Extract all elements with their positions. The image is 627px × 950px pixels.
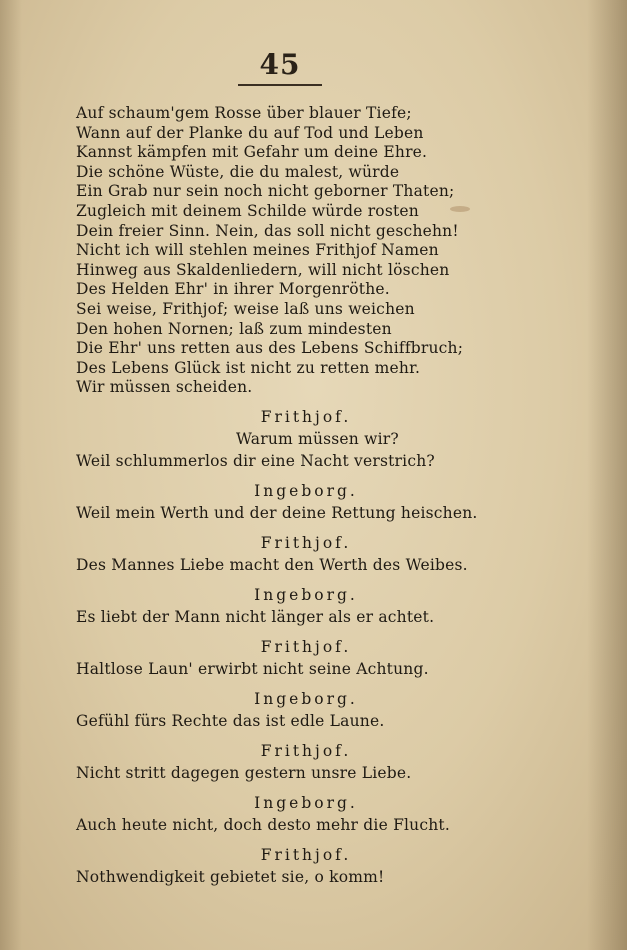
speaker-name: Frithjof. (260, 407, 352, 426)
verse-line: Wir müssen scheiden. (76, 378, 253, 397)
verse-line: Auf schaum'gem Rosse über blauer Tiefe; (76, 104, 412, 122)
dialogue-line: Es liebt der Mann nicht länger als er achtet. (76, 607, 435, 626)
verse-line: Ein Grab nur sein noch nicht geborner Thaten; (76, 182, 455, 201)
dialogue-line: Haltlose Laun' erwirbt nicht seine Achtung. (76, 659, 429, 678)
header-rule (238, 84, 322, 86)
verse-line: Sei weise, Frithjof; weise laß uns weichen (76, 299, 415, 318)
dialogue-line: Des Mannes Liebe macht den Werth des Weibes. (76, 555, 468, 574)
dialogue-line: Warum müssen wir? (236, 429, 399, 448)
verse-line: Dein freier Sinn. Nein, das soll nicht geschehn! (76, 221, 459, 240)
page-shadow-left (0, 0, 22, 950)
verse-line: Die Ehr' uns retten aus des Lebens Schiffbruch; (76, 339, 464, 358)
verse-line: Hinweg aus Skaldenliedern, will nicht löschen (76, 260, 450, 279)
page-text (76, 104, 476, 888)
dialogue-line: Weil schlummerlos dir eine Nacht verstrich? (76, 451, 435, 470)
verse-line: Des Lebens Glück ist nicht zu retten mehr. (76, 358, 421, 377)
verse-line: Wann auf der Planke du auf Tod und Leben (76, 123, 424, 142)
speaker-name: Ingeborg. (254, 481, 358, 500)
speaker-name: Ingeborg. (254, 689, 358, 708)
dialogue-line: Nothwendigkeit gebietet sie, o komm! (76, 867, 385, 886)
verse-line: Zugleich mit deinem Schilde würde rosten (76, 201, 419, 220)
dialogue-line: Weil mein Werth und der deine Rettung heischen. (76, 503, 478, 522)
verse-line: Die schöne Wüste, die du malest, würde (76, 162, 400, 181)
verse-line: Kannst kämpfen mit Gefahr um deine Ehre. (76, 143, 428, 162)
speaker-name: Frithjof. (260, 533, 352, 552)
speaker-name: Frithjof. (260, 741, 352, 760)
verse-line: Nicht ich will stehlen meines Frithjof Namen (76, 241, 439, 260)
speaker-name: Frithjof. (260, 637, 352, 656)
speaker-name: Ingeborg. (254, 793, 358, 812)
dialogue-line: Gefühl fürs Rechte das ist edle Laune. (76, 711, 385, 730)
dialogue-line: Nicht stritt dagegen gestern unsre Liebe. (76, 763, 412, 782)
speaker-name: Frithjof. (260, 845, 352, 864)
verse-line: Den hohen Nornen; laß zum mindesten (76, 319, 392, 338)
dialogue-line: Auch heute nicht, doch desto mehr die Flucht. (76, 815, 450, 834)
page-number: 45 (259, 48, 301, 81)
page-shadow-right (587, 0, 627, 950)
speaker-name: Ingeborg. (254, 585, 358, 604)
verse-line: Des Helden Ehr' in ihrer Morgenröthe. (76, 280, 390, 299)
